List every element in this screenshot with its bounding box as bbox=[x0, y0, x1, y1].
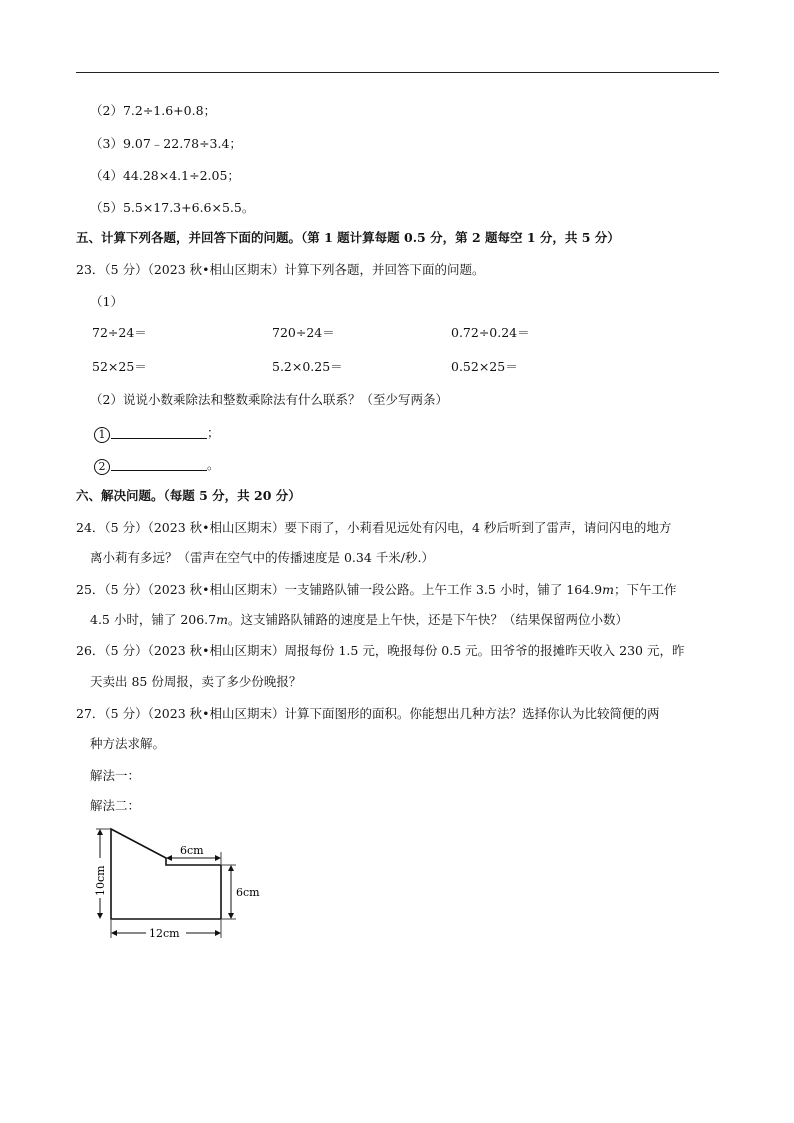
label-top: 6cm bbox=[180, 844, 204, 857]
section-5-heading: 五、计算下列各题，并回答下面的问题。（第 1 题计算每题 0.5 分，第 2 题每空 1 分，共 5 分） bbox=[76, 230, 620, 245]
question-25-line-2: 4.5 小时，铺了 206.7m。这支铺路队铺路的速度是上午快，还是下午快？（结果保留两位小数） bbox=[90, 612, 628, 627]
blank-2-end: 。 bbox=[207, 457, 220, 472]
blank-1-end: ； bbox=[207, 425, 220, 440]
question-23-part-1: （1） bbox=[90, 294, 123, 309]
question-23-part-2: （2）说说小数乘除法和整数乘除法有什么联系？（至少写两条） bbox=[90, 392, 448, 407]
calc-720-div-24: 720÷24＝ bbox=[272, 325, 335, 340]
question-27-line-2: 种方法求解。 bbox=[90, 736, 166, 751]
label-right: 6cm bbox=[236, 886, 260, 899]
shape-outline bbox=[111, 829, 221, 919]
blank-line-2 bbox=[111, 458, 207, 471]
answer-blank-1 bbox=[94, 425, 220, 443]
item-4: （4）44.28×4.1÷2.05； bbox=[90, 168, 240, 183]
calc-52-times-25: 52×25＝ bbox=[92, 359, 147, 374]
question-23-stem: 23．（5 分）（2023 秋•相山区期末）计算下列各题，并回答下面的问题。 bbox=[76, 262, 485, 277]
item-5: （5）5.5×17.3+6.6×5.5。 bbox=[90, 200, 255, 215]
question-26-line-1: 26．（5 分）（2023 秋•相山区期末）周报每份 1.5 元，晚报每份 0.5 元。田爷爷的报摊昨天收入 230 元，昨 bbox=[76, 643, 685, 658]
calc-5.2-times-0.25: 5.2×0.25＝ bbox=[272, 359, 343, 374]
item-2: （2）7.2÷1.6+0.8； bbox=[90, 103, 217, 118]
calc-72-div-24: 72÷24＝ bbox=[92, 325, 147, 340]
answer-blank-2 bbox=[94, 457, 220, 475]
circled-number-2: 2 bbox=[94, 459, 110, 475]
question-26-line-2: 天卖出 85 份周报，卖了多少份晚报？ bbox=[90, 674, 302, 689]
composite-shape-figure bbox=[90, 822, 270, 946]
method-2-label: 解法二： bbox=[90, 798, 141, 813]
item-3: （3）9.07﹣22.78÷3.4； bbox=[90, 136, 242, 151]
calc-0.52-times-25: 0.52×25＝ bbox=[451, 359, 518, 374]
question-27-line-1: 27．（5 分）（2023 秋•相山区期末）计算下面图形的面积。你能想出几种方法？选择你认为比较简便的两 bbox=[76, 706, 660, 721]
section-6-heading: 六、解决问题。（每题 5 分，共 20 分） bbox=[76, 488, 301, 503]
label-bottom: 12cm bbox=[149, 927, 180, 940]
method-1-label: 解法一： bbox=[90, 768, 141, 783]
question-24-line-1: 24．（5 分）（2023 秋•相山区期末）要下雨了，小莉看见远处有闪电，4 秒后听到了雷声，请问闪电的地方 bbox=[76, 520, 672, 535]
circled-number-1: 1 bbox=[94, 427, 110, 443]
header-rule bbox=[76, 72, 719, 73]
question-25-line-1: 25．（5 分）（2023 秋•相山区期末）一支铺路队铺一段公路。上午工作 3.5 小时，铺了 164.9m；下午工作 bbox=[76, 582, 677, 597]
blank-line-1 bbox=[111, 426, 207, 439]
calc-0.72-div-0.24: 0.72÷0.24＝ bbox=[451, 325, 530, 340]
label-left: 10cm bbox=[94, 865, 107, 896]
question-24-line-2: 离小莉有多远？（雷声在空气中的传播速度是 0.34 千米/秒.） bbox=[90, 550, 434, 565]
